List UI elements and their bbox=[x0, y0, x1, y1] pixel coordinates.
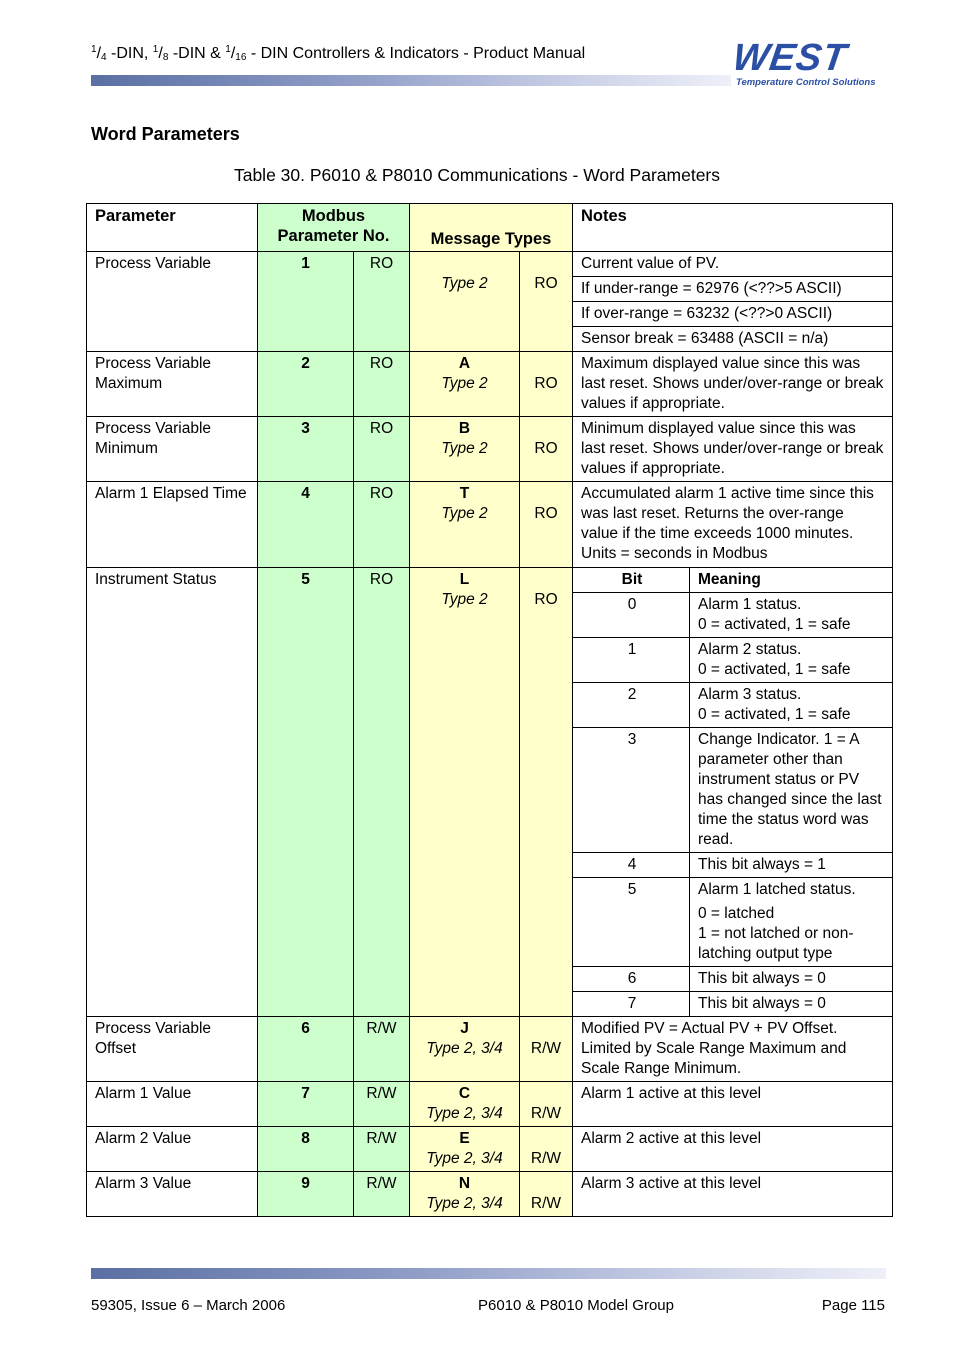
header-bar bbox=[91, 75, 731, 86]
status-bits-table: Bit Meaning 0 Alarm 1 status. 0 = activated, 1 = safe 1 Alarm 2 status. 0 = activated, 1 = safe 2 Alarm 3 status. 0 = activated, 1 = safe 3 Change Indicator. 1 = A parameter other than instrument status or PV has changed since the last time the status word was read. 4 This bit always = 1 5 Alarm 1 latched status. 0 = latched 1 = not latched or non-latching output type 6 This bit always = 0 7 This bit always = 0 bbox=[572, 567, 893, 1017]
table-row: Alarm 2 Value 8 R/W E Type 2, 3/4 R/W Alarm 2 active at this level bbox=[87, 1127, 893, 1172]
table-row: Process Variable Maximum 2 RO A Type 2 RO Maximum displayed value since this was last reset. Shows under/over-range or break values if appropriate. bbox=[87, 352, 893, 417]
table-header-row bbox=[87, 204, 893, 252]
table-row: Alarm 1 Elapsed Time 4 RO T Type 2 RO Accumulated alarm 1 active time since this was last reset. Returns the over-range value if the time exceeds 1000 minutes. Units = seconds in Modbus bbox=[87, 482, 893, 568]
footer-issue: 59305, Issue 6 – March 2006 bbox=[91, 1297, 286, 1314]
bit-row: 4 This bit always = 1 bbox=[573, 853, 893, 878]
bit-row: 3 Change Indicator. 1 = A parameter other than instrument status or PV has changed since the last time the status word was read. bbox=[573, 728, 893, 853]
header-message-types: Message Types bbox=[410, 204, 573, 252]
bit-row: 1 Alarm 2 status. 0 = activated, 1 = safe bbox=[573, 638, 893, 683]
header-modbus: Modbus Parameter No. bbox=[258, 204, 410, 252]
manual-title: $^1/_4$ -DIN, $^1/_8$ -DIN & $^1/_{16}$ - DIN Controllers & Indicators - Product Manual bbox=[91, 44, 586, 63]
bit-row: 6 This bit always = 0 bbox=[573, 967, 893, 992]
section-title: Word Parameters bbox=[91, 124, 240, 144]
table-row: Process Variable 1 RO Type 2 RO Current value of PV. If under-range = 62976 (<??>5 ASCII) If over-range = 63232 (<??>0 ASCII) Sensor break = 63488 (ASCII = n/a) bbox=[87, 252, 893, 352]
table-row: Instrument Status 5 RO L Type 2 RO Bit Meaning 0 Alarm 1 status. 0 = activated, 1 = safe 1 Alarm 2 status. 0 = activated, 1 = safe 2 Alarm 3 status. 0 = activated, 1 = safe 3 Change Indicator. 1 = A parameter other than instrument status or PV has changed since the last time the status word was read. 4 This bit always = 1 5 Alarm 1 latched status. 0 = latched 1 = not latched or non-latching output type 6 This bit always = 0 7 This bit always = 0 bbox=[87, 568, 893, 1017]
word-parameters-table bbox=[86, 203, 893, 1217]
footer-page-number: Page 115 bbox=[821, 1297, 885, 1314]
table-row: Process Variable Minimum 3 RO B Type 2 RO Minimum displayed value since this was last reset. Shows under/over-range or break values if appropriate. bbox=[87, 417, 893, 482]
west-logo: WEST Temperature Control Solutions bbox=[730, 37, 876, 88]
bit-row: 2 Alarm 3 status. 0 = activated, 1 = safe bbox=[573, 683, 893, 728]
bit-row: 0 Alarm 1 status. 0 = activated, 1 = safe bbox=[573, 593, 893, 638]
table-caption: Table 30. P6010 & P8010 Communications - Word Parameters bbox=[233, 165, 721, 185]
table-row: Alarm 1 Value 7 R/W C Type 2, 3/4 R/W Alarm 1 active at this level bbox=[87, 1082, 893, 1127]
bit-row: 5 Alarm 1 latched status. 0 = latched 1 = not latched or non-latching output type bbox=[573, 878, 893, 967]
footer-bar bbox=[91, 1268, 886, 1279]
footer-model-group: P6010 & P8010 Model Group bbox=[478, 1297, 674, 1314]
bit-row: 7 This bit always = 0 bbox=[573, 992, 893, 1017]
header-parameter: Parameter bbox=[87, 204, 258, 252]
header-notes: Notes bbox=[573, 204, 893, 252]
table-row: Alarm 3 Value 9 R/W N Type 2, 3/4 R/W Alarm 3 active at this level bbox=[87, 1172, 893, 1217]
table-row: Process Variable Offset 6 R/W J Type 2, 3/4 R/W Modified PV = Actual PV + PV Offset. Limited by Scale Range Maximum and Scale Range Minimum. bbox=[87, 1017, 893, 1082]
